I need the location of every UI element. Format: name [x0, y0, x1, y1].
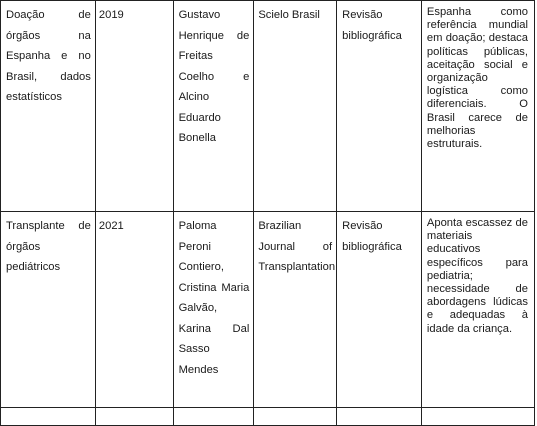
cell-metodo: [337, 1, 422, 212]
cell-empty: [254, 408, 337, 426]
cell-periodico: [254, 212, 337, 408]
cell-periodico: [254, 1, 337, 212]
cell-empty: [421, 408, 534, 426]
autores-text: Gustavo Henrique de Freitas Coelho e Alcino Eduardo Bonella: [178, 9, 250, 144]
tema-text: Doação de órgãos na Espanha e no Brasil, dados estatísticos: [6, 9, 91, 103]
tema-text: Transplante de órgãos pediátricos: [6, 220, 91, 273]
metodo-text: Revisão bibliográfica: [342, 9, 402, 42]
cell-autores: [173, 212, 254, 408]
metodo-text: Revisão bibliográfica: [342, 220, 402, 253]
periodico-text: Scielo Brasil: [258, 9, 320, 21]
ano-text: 2021: [98, 220, 124, 232]
resultados-text: Aponta escassez de materiais educativos específicos para pediatria; necessidade de abordagens lúdicas e adequadas à idade da criança.: [426, 217, 528, 335]
resultados-text: Espanha como referência mundial em doação; destaca políticas públicas, aceitação social e organização logística como diferenciais. O Brasil carece de melhorias estruturais.: [426, 6, 528, 151]
table-row-partial: [1, 408, 535, 426]
cell-resultados: [421, 212, 534, 408]
cell-empty: [1, 408, 96, 426]
periodico-text: Brazilian Journal of Transplantation: [258, 220, 336, 273]
cell-empty: [173, 408, 254, 426]
cell-resultados: [421, 1, 534, 212]
cell-metodo: [337, 212, 422, 408]
table-row: [1, 212, 535, 408]
cell-autores: [173, 1, 254, 212]
cell-empty: [95, 408, 173, 426]
cell-tema: [1, 212, 96, 408]
cell-ano: [95, 212, 173, 408]
cell-tema: [1, 1, 96, 212]
ano-text: 2019: [98, 9, 124, 21]
cell-ano: [95, 1, 173, 212]
cell-empty: [337, 408, 422, 426]
table-row: [1, 1, 535, 212]
autores-text: Paloma Peroni Contiero, Cristina Maria Galvão, Karina Dal Sasso Mendes: [178, 220, 250, 376]
